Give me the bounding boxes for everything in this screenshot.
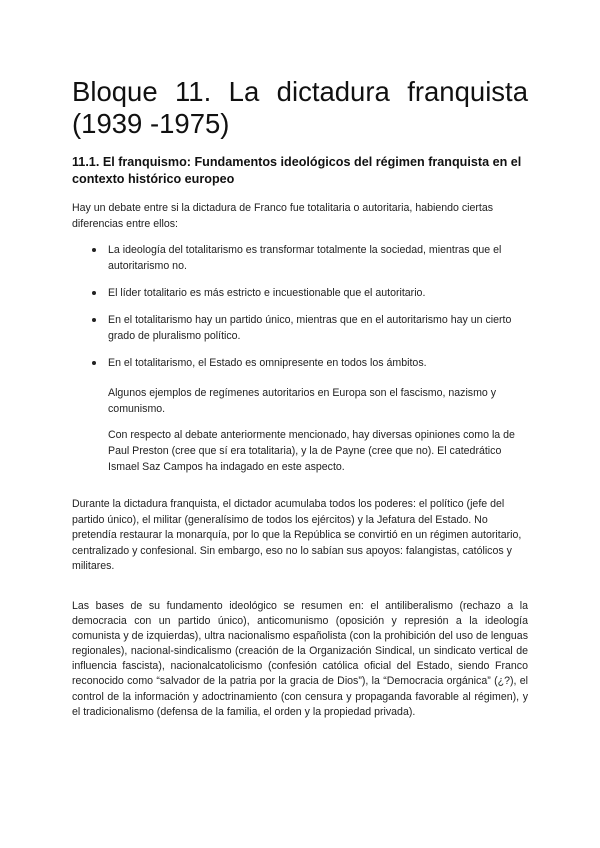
differences-list	[72, 242, 528, 382]
list-item: En el totalitarismo hay un partido único, mientras que en el autoritarismo hay un cierto grado de pluralismo político.	[72, 312, 528, 344]
title-line-1: Bloque 11. La dictadura franquista	[72, 76, 528, 107]
section-heading: 11.1. El franquismo: Fundamentos ideológicos del régimen franquista en el contexto histórico europeo	[72, 155, 522, 186]
list-item: En el totalitarismo, el Estado es omnipresente en todos los ámbitos.	[72, 355, 528, 371]
list-item: La ideología del totalitarismo es transformar totalmente la sociedad, mientras que el autoritarismo no.	[72, 242, 528, 274]
opinions-paragraph: Con respecto al debate anteriormente mencionado, hay diversas opiniones como la de Paul Preston (cree que sí era totalitaria), y la de Payne (cree que no). El catedrático Ismael Saz Campos ha indagado en este aspecto.	[108, 429, 515, 473]
list-item: El líder totalitario es más estricto e incuestionable que el autoritario.	[72, 285, 528, 301]
title-line-2: (1939 -1975)	[72, 108, 230, 139]
ideological-bases-paragraph: Las bases de su fundamento ideológico se resumen en: el antiliberalismo (rechazo a la democracia con un partido único), anticomunismo (oposición y represión a la ideología comunista y de izquierdas), ultra nacionalismo españolista (con la prohibición del uso de lenguas regionales), nacional-sindicalismo (creación de la Organización Sindical, un sindicato vertical de influencia fascista), nacionalcatolicismo (confesión católica oficial del Estado, siendo Franco reconocido como “salvador de la patria por la gracia de Dios”), la “Democracia orgánica” (¿?), el control de la información y adoctrinamiento (con censura y propaganda favorable al régimen), y el tradicionalismo (defensa de la familia, el orden y la propiedad privada).	[72, 600, 528, 718]
powers-paragraph: Durante la dictadura franquista, el dictador acumulaba todos los poderes: el político (jefe del partido único), el militar (generalísimo de todos los ejércitos) y la Jefatura del Estado. No pretendía restaurar la monarquía, por lo que la República se convirtió en un régimen autoritario, centralizado y confesional. Sin embargo, eso no lo sabían sus apoyos: falangistas, católicos y militares.	[72, 498, 522, 572]
intro-paragraph: Hay un debate entre si la dictadura de Franco fue totalitaria o autoritaria, habiendo ciertas diferencias entre ellos:	[72, 202, 494, 230]
examples-paragraph: Algunos ejemplos de regímenes autoritarios en Europa son el fascismo, nazismo y comunismo.	[108, 387, 497, 415]
document-title	[72, 76, 528, 140]
